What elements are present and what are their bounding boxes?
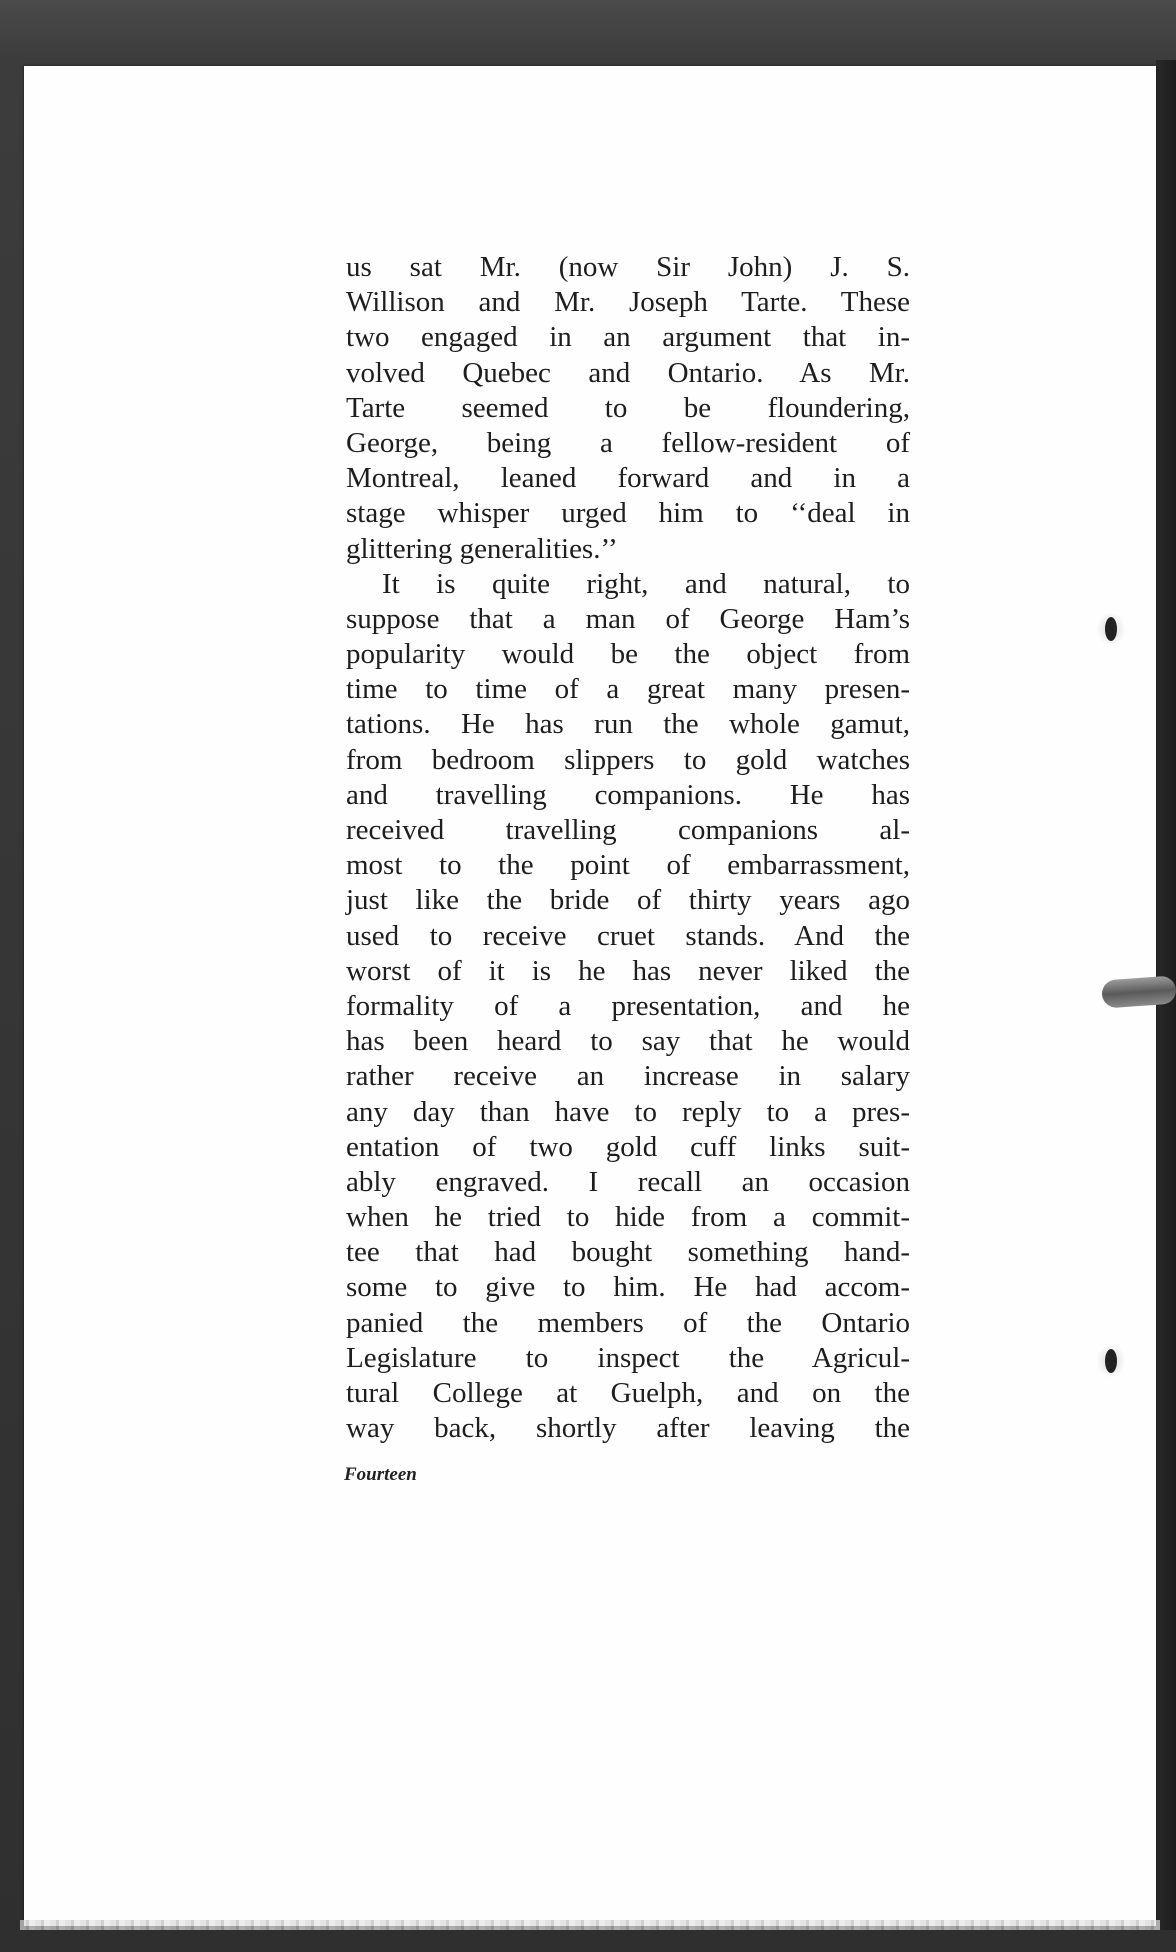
text-line: glittering generalities.’’ xyxy=(346,532,618,565)
text-line: us sat Mr. (now Sir John) J. S. xyxy=(346,251,910,283)
text-line: any day than have to reply to a pres- xyxy=(346,1095,910,1128)
text-line: rather receive an increase in salary xyxy=(346,1060,910,1093)
text-line: Legislature to inspect the Agricul- xyxy=(346,1341,910,1374)
text-line: most to the point of embarrassment, xyxy=(346,849,910,882)
text-line: and travelling companions. He has xyxy=(346,778,910,811)
punch-hole-top xyxy=(1105,617,1117,641)
text-line: volved Quebec and Ontario. As Mr. xyxy=(346,356,910,389)
binder-clip xyxy=(1101,975,1176,1008)
text-line: entation of two gold cuff links suit- xyxy=(346,1130,910,1163)
text-line: worst of it is he has never liked the xyxy=(346,954,910,987)
text-line: suppose that a man of George Ham’s xyxy=(346,602,910,635)
text-line: from bedroom slippers to gold watches xyxy=(346,743,910,776)
text-line: received travelling companions al- xyxy=(346,814,910,846)
page-bottom-edge xyxy=(20,1920,1160,1930)
text-line: formality of a presentation, and he xyxy=(346,989,910,1022)
text-line: Tarte seemed to be floundering, xyxy=(346,391,910,424)
text-line: tations. He has run the whole gamut, xyxy=(346,708,910,741)
text-line: when he tried to hide from a commit- xyxy=(346,1201,910,1234)
punch-hole-bottom xyxy=(1105,1349,1117,1373)
text-line: tural College at Guelph, and on the xyxy=(346,1377,910,1409)
text-line: George, being a fellow-resident of xyxy=(346,426,910,459)
text-line: two engaged in an argument that in- xyxy=(346,321,910,354)
text-line: stage whisper urged him to ‘‘deal in xyxy=(346,497,910,530)
text-line: way back, shortly after leaving the xyxy=(346,1412,910,1445)
text-line: just like the bride of thirty years ago xyxy=(346,884,910,917)
text-line: time to time of a great many presen- xyxy=(346,673,910,706)
text-line: ably engraved. I recall an occasion xyxy=(346,1165,910,1198)
text-line: popularity would be the object from xyxy=(346,638,910,671)
text-line: Montreal, leaned forward and in a xyxy=(346,462,910,495)
text-line: used to receive cruet stands. And the xyxy=(346,919,910,952)
body-text xyxy=(346,250,910,1446)
text-line: has been heard to say that he would xyxy=(346,1025,910,1058)
text-line: Willison and Mr. Joseph Tarte. These xyxy=(346,286,910,319)
text-line: It is quite right, and natural, to xyxy=(382,567,910,600)
text-line: panied the members of the Ontario xyxy=(346,1306,910,1339)
text-line: some to give to him. He had accom- xyxy=(346,1271,910,1304)
page-number-label: Fourteen xyxy=(344,1464,417,1485)
text-line: tee that had bought something hand- xyxy=(346,1236,910,1269)
